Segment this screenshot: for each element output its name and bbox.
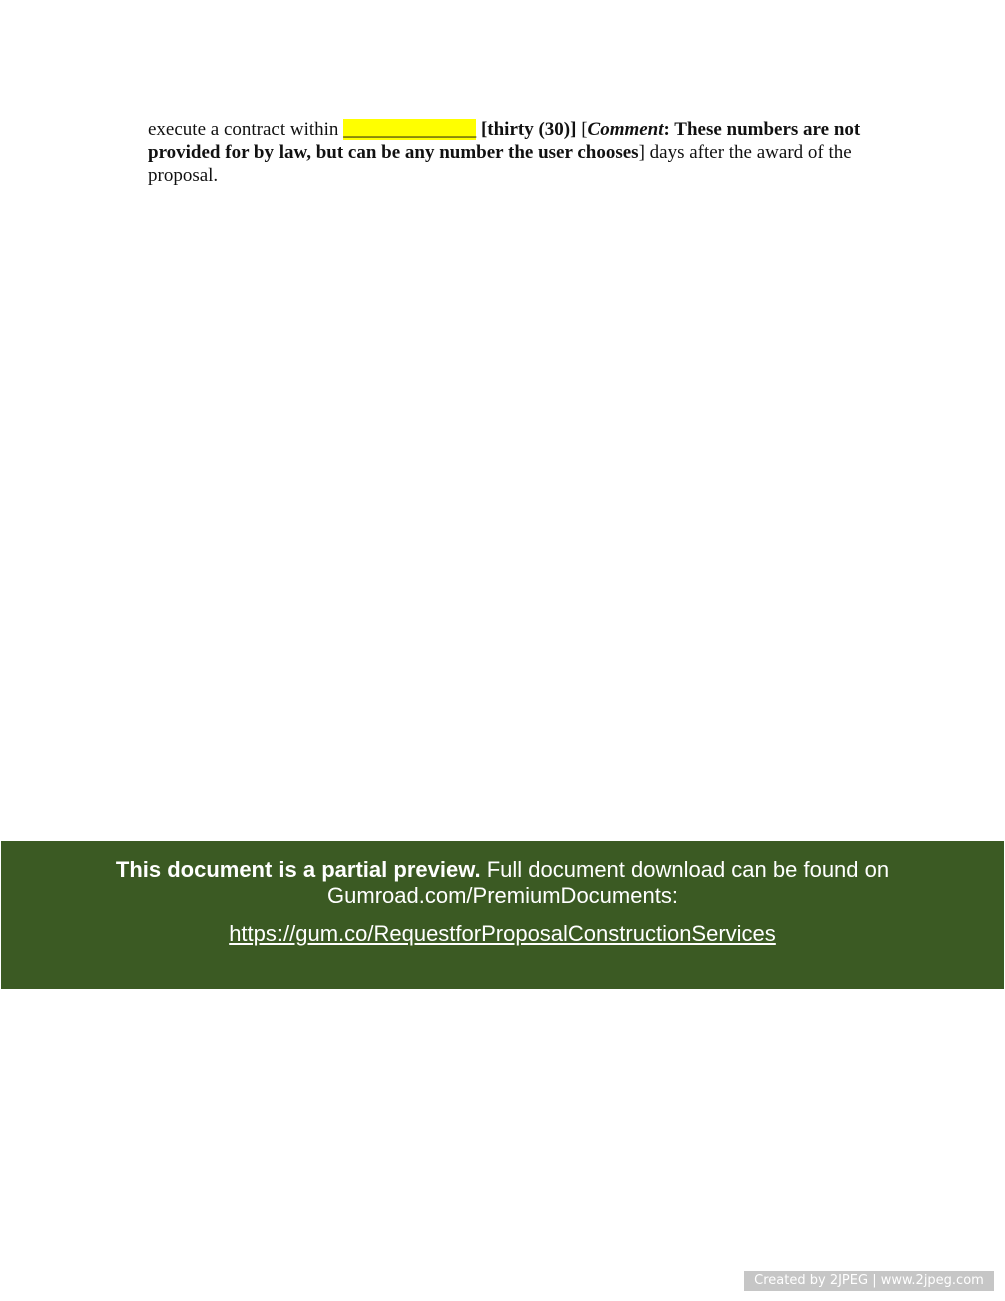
preview-notice — [1, 857, 1004, 909]
paragraph-lead-text: execute a contract within — [148, 119, 344, 140]
download-link-row — [1, 921, 1004, 947]
preview-notice-text: Full document download can be found on Gumroad.com/PremiumDocuments: — [327, 857, 890, 908]
download-link[interactable]: https://gum.co/RequestforProposalConstructionServices — [229, 921, 776, 946]
contract-paragraph — [148, 118, 893, 187]
comment-label: Comment — [587, 119, 664, 140]
comment-close-bracket: ] — [638, 142, 645, 163]
default-value-bracket: [thirty (30)] — [480, 119, 577, 140]
highlighted-blank-field: ______________ — [343, 119, 477, 140]
preview-notice-bold: This document is a partial preview. — [115, 857, 481, 882]
comment-text: : These numbers are not provided for by law, but can be any number the user chooses — [148, 119, 861, 163]
comment-open-bracket: [ — [581, 119, 588, 140]
watermark-badge: Created by 2JPEG | www.2jpeg.com — [744, 1271, 994, 1291]
paragraph-trailing-text: days after the award of the proposal. — [148, 142, 852, 186]
partial-preview-banner — [1, 841, 1004, 989]
